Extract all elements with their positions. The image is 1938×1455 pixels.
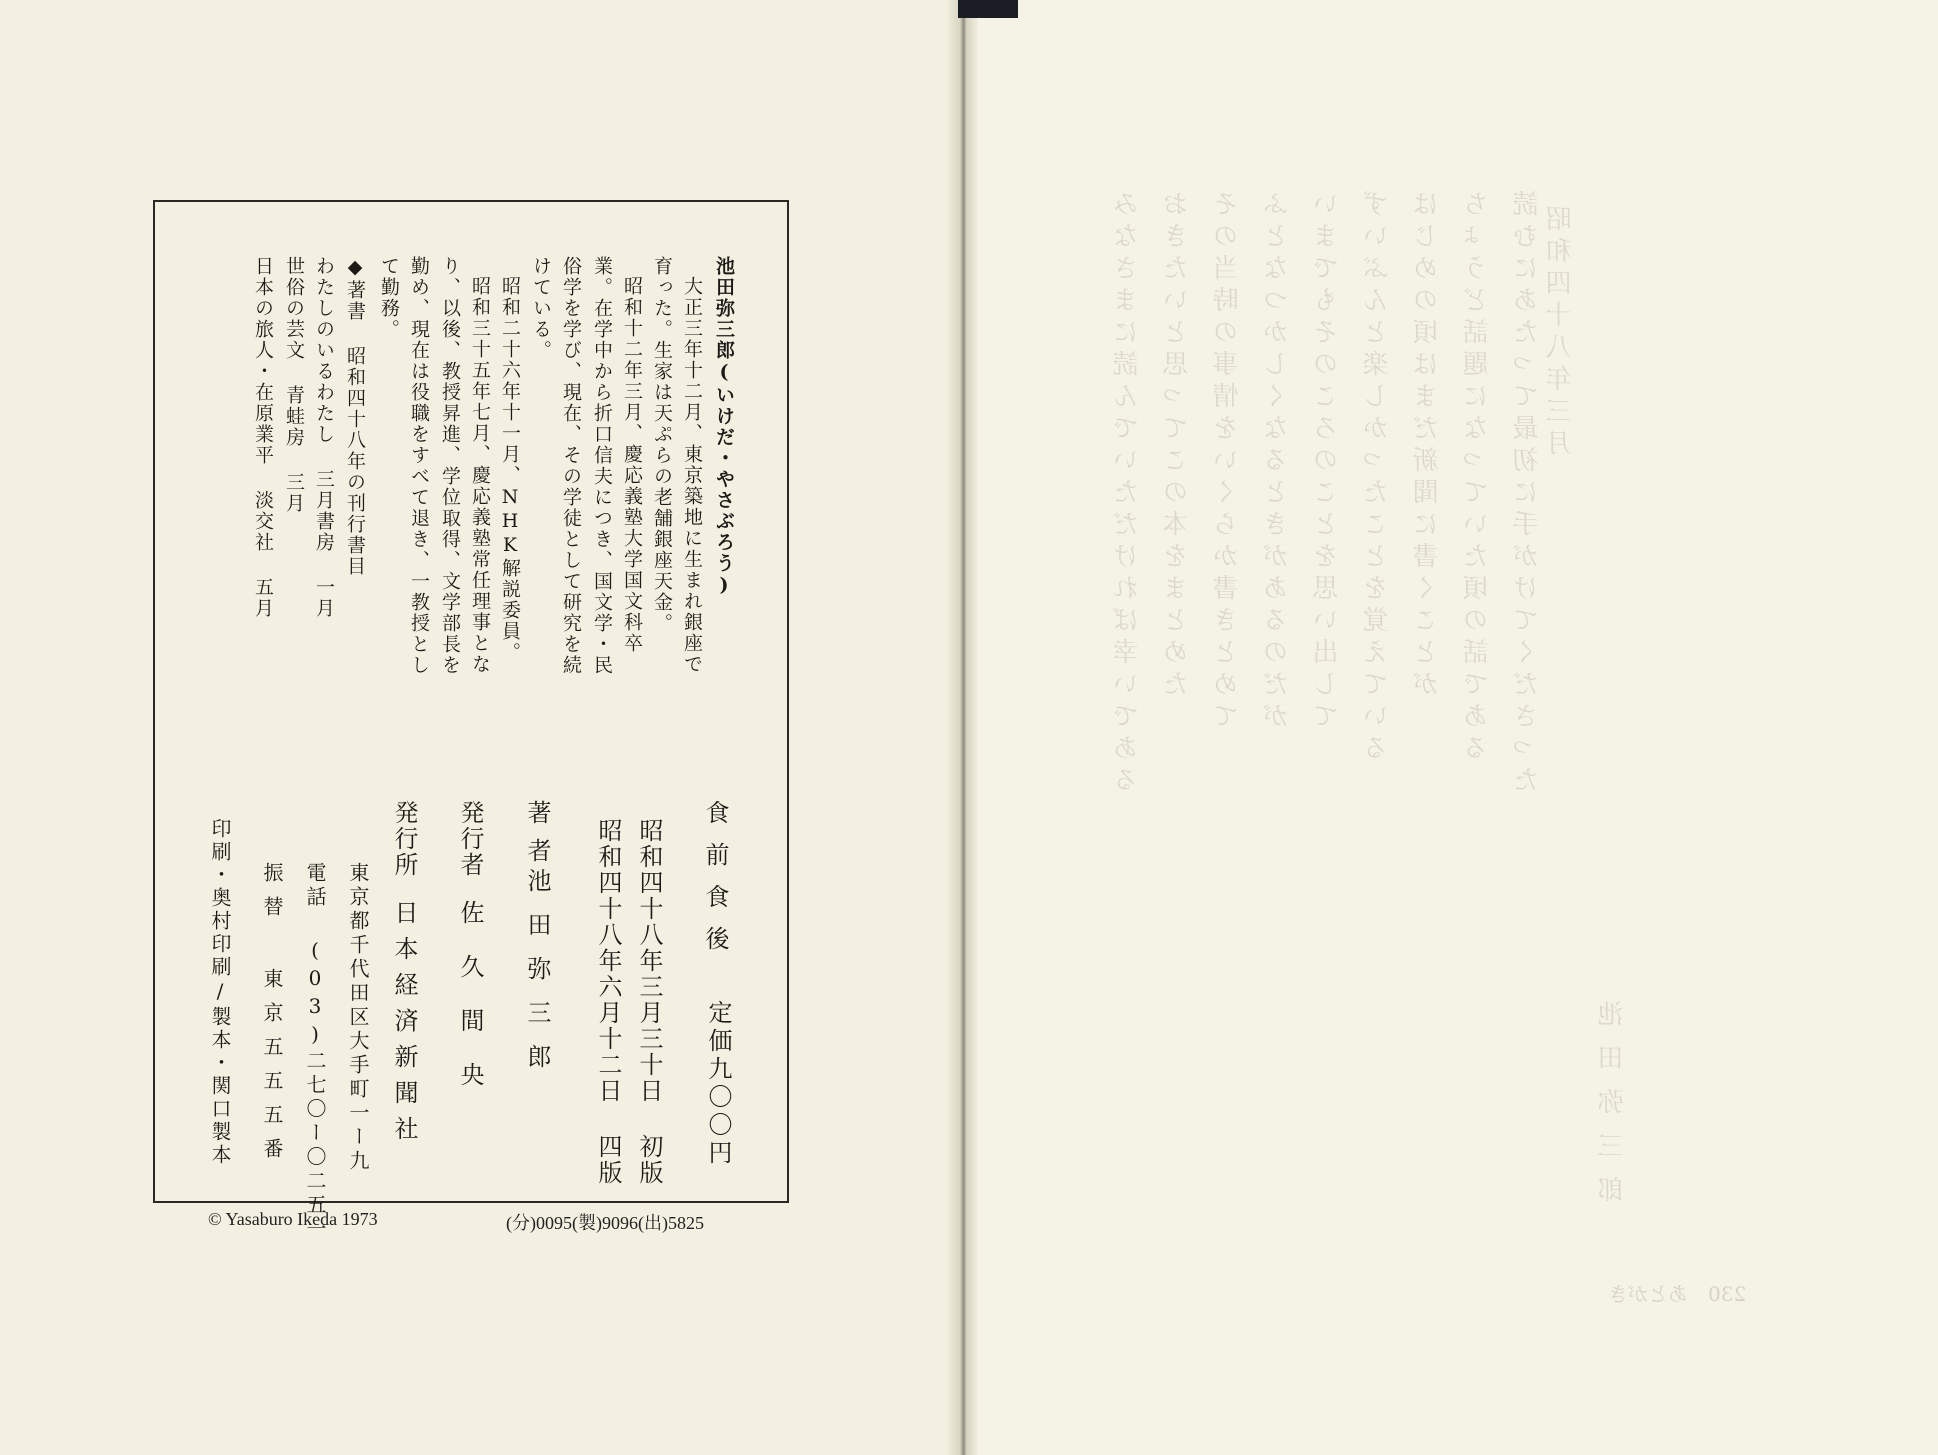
phone: 電話 (03)二七〇ー〇二五一 [303,862,327,1242]
bio-line: 昭和三十五年七月、慶応義塾常任理事とな [469,276,491,675]
postal-transfer: 振替 東京五五五番 [260,862,284,1172]
price: 定価九〇〇円 [704,1000,732,1168]
edition-first: 昭和四十八年三月三十日 初版 [635,818,663,1186]
copyright: © Yasaburo Ikeda 1973 [208,1209,378,1229]
works-item: わたしのいるわたし 三月書房 一月 [313,256,335,619]
bio-line: 昭和十二年三月、慶応義塾大学国文科卒 [621,276,643,654]
printing-binding: 印刷・奥村印刷/製本・関口製本 [208,818,232,1167]
bio-line: 勤め、現在は役職をすべて退き、一教授とし [408,256,430,676]
bio-line: て勤務。 [378,256,400,340]
bio-line: 業。在学中から折口信夫につき、国文学・民 [591,256,613,676]
publisher-person-label: 発行者 [456,800,484,878]
right-page [966,0,1938,1455]
publisher-person-name: 佐久間央 [456,900,484,1116]
works-item: 日本の旅人・在原業平 淡交社 五月 [252,256,274,619]
bio-line: 育った。生家は天ぷらの老舗銀座天金。 [651,256,673,634]
book-title: 食前食後 [701,800,729,968]
bio-line: けている。 [530,256,552,361]
edition-fourth: 昭和四十八年六月十二日 四版 [594,818,622,1186]
works-item: 世俗の芸文 青蛙房 三月 [283,256,305,514]
book-gutter [948,0,978,1455]
publisher-label: 発行所 [390,800,418,878]
author-label: 著者 [523,800,551,876]
bio-line: 昭和二十六年十一月、NHK解説委員。 [499,276,521,663]
address: 東京都千代田区大手町一ー九 [346,862,370,1174]
spine-edge [958,0,1018,18]
catalog-code: (分)0095(製)9096(出)5825 [506,1213,704,1233]
bio-title: 池田弥三郎(いけだ・やさぶろう) [713,256,735,598]
bio-line: 大正三年十二月、東京築地に生まれ銀座で [681,276,703,675]
author-name: 池田弥三郎 [523,868,551,1088]
bio-line: り、以後、教授昇進、学位取得、文学部長を [439,256,461,676]
works-heading: ◆著書 昭和四十八年の刊行書目 [344,256,366,577]
publisher-name: 日本経済新聞社 [390,900,418,1152]
bio-line: 俗学を学び、現在、その学徒として研究を続 [560,256,582,676]
